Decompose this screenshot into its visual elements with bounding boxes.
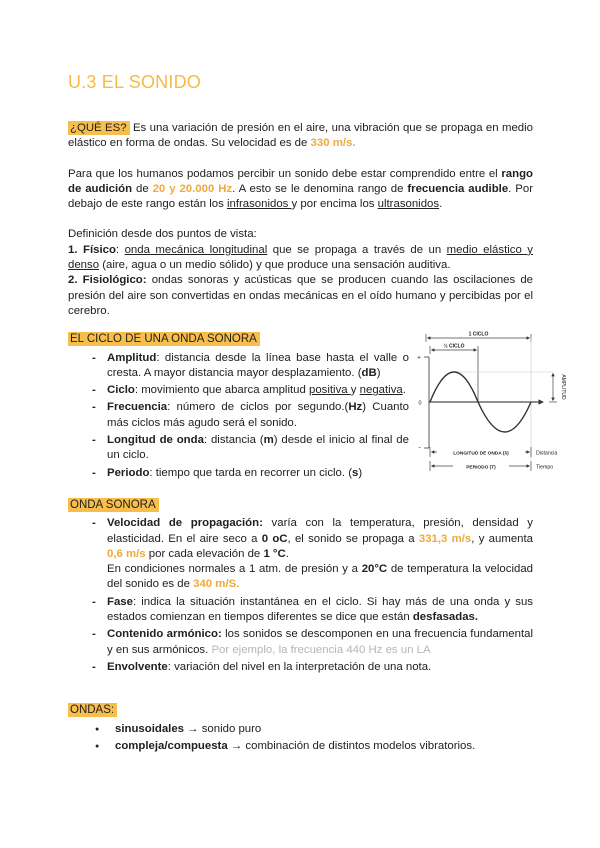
page-title: U.3 EL SONIDO bbox=[68, 72, 201, 92]
axis-minus-label: - bbox=[418, 444, 421, 452]
text-run: . Por debajo de este rango están los bbox=[68, 182, 533, 211]
text-run: Velocidad de propagación: bbox=[107, 517, 263, 530]
text-run: medio elástico y denso bbox=[68, 243, 533, 272]
bullet-marker: - bbox=[92, 517, 96, 530]
text-run: desfasadas. bbox=[412, 611, 479, 624]
section-heading bbox=[68, 498, 533, 513]
text-run: y bbox=[350, 384, 360, 397]
list-item bbox=[68, 351, 409, 382]
text-run: : bbox=[115, 243, 125, 256]
text-run: 331,3 m/s bbox=[418, 532, 472, 545]
text-run: Amplitud bbox=[107, 351, 157, 364]
paragraph bbox=[68, 167, 533, 213]
list-item bbox=[68, 400, 409, 431]
text-run: 0,6 m/s bbox=[107, 547, 146, 560]
text-run: En condiciones normales a 1 atm. de presión y a bbox=[107, 563, 362, 576]
one-cycle-label: 1 CICLO bbox=[468, 331, 489, 338]
list-item-text bbox=[107, 627, 533, 658]
amplitude-dimension bbox=[549, 374, 557, 403]
list-item-text bbox=[107, 660, 533, 675]
list-item bbox=[68, 466, 409, 481]
text-run: : movimiento que abarca amplitud bbox=[134, 384, 309, 397]
list-item-text bbox=[115, 722, 533, 737]
bullet-marker: - bbox=[92, 466, 96, 479]
half-cycle-label: ½ CICLO bbox=[443, 343, 465, 350]
text-run: y por encima los bbox=[291, 198, 378, 211]
text-run: : variación del nivel en la interpretación de una nota. bbox=[167, 660, 432, 673]
list-item-text bbox=[115, 739, 533, 754]
text-run: : distancia desde la línea base hasta el valle o cresta. A mayor distancia mayor desplazamiento. ( bbox=[107, 351, 409, 379]
text-run: onda mecánica longitudinal bbox=[124, 243, 268, 256]
amplitude-label: AMPLITUD bbox=[560, 374, 566, 400]
text-run: de temperatura la velocidad del sonido es de bbox=[107, 563, 533, 591]
bullet-marker: ● bbox=[95, 742, 100, 750]
text-run: → combinación de distintos modelos vibratorios. bbox=[227, 739, 476, 752]
waveform-diagram bbox=[415, 328, 575, 474]
bullet-marker: - bbox=[92, 595, 96, 608]
text-run: Definición desde dos puntos de vista: bbox=[68, 228, 257, 241]
bullet-marker: - bbox=[92, 384, 96, 397]
text-run: s bbox=[352, 466, 359, 479]
text-run: Periodo bbox=[107, 466, 150, 479]
paragraph bbox=[68, 243, 533, 274]
text-run: ) Cuanto más ciclos más agudo será el sonido. bbox=[107, 401, 409, 429]
text-run: ultrasonidos bbox=[377, 198, 440, 211]
highlighted-heading: EL CICLO DE UNA ONDA SONORA bbox=[68, 332, 260, 346]
text-run: Frecuencia bbox=[107, 401, 168, 414]
text-run: sinusoidales bbox=[115, 722, 185, 735]
text-run: Contenido armónico: bbox=[107, 628, 222, 641]
axis-plus-label: + bbox=[417, 354, 421, 362]
text-run: Por ejemplo, la frecuencia 440 Hz es un LA bbox=[208, 643, 431, 656]
text-run: ondas sonoras y acústicas que se producen cuando las oscilaciones de presión del aire son convertidas en ondas mecánicas en el oído humano y percibidas por el cerebro. bbox=[68, 274, 534, 317]
bullet-marker: - bbox=[92, 660, 96, 673]
text-run: . bbox=[285, 547, 289, 560]
text-run: Fase bbox=[107, 595, 133, 608]
list bbox=[68, 722, 533, 755]
distance-label: Distancia bbox=[536, 450, 558, 457]
list-item-text bbox=[107, 383, 409, 398]
text-run: Envolvente bbox=[107, 660, 168, 673]
text-run: Longitud de onda bbox=[107, 434, 204, 447]
text-run: 340 m/S. bbox=[193, 578, 240, 591]
list-item-text bbox=[107, 351, 409, 382]
waveform-svg bbox=[415, 328, 575, 474]
highlighted-text: ¿QUÉ ES? bbox=[68, 121, 130, 135]
text-run: 2. Fisiológico: bbox=[68, 274, 147, 287]
text-run: Para que los humanos podamos percibir un sonido debe estar comprendido entre el bbox=[68, 167, 502, 180]
text-run: 20 y 20.000 Hz bbox=[152, 182, 233, 195]
list-item bbox=[68, 433, 409, 464]
text-run: 1 °C bbox=[263, 547, 286, 560]
bullet-marker: - bbox=[92, 401, 96, 414]
text-run: . A esto se le denomina rango de bbox=[232, 182, 408, 195]
pressure-axis bbox=[424, 357, 429, 448]
list-item bbox=[68, 739, 533, 754]
text-run: : tiempo que tarda en recorrer un ciclo. ( bbox=[149, 466, 353, 479]
period-label: PERIODO (T) bbox=[466, 465, 496, 471]
text-run: negativa bbox=[359, 384, 403, 397]
paragraph bbox=[68, 227, 533, 242]
text-run: 1. Físico bbox=[68, 243, 116, 256]
text-run: los sonidos se descomponen en una frecuencia fundamental y en sus armónicos. bbox=[107, 628, 533, 656]
lower-sections bbox=[68, 496, 533, 754]
text-run: por cada elevación de bbox=[145, 547, 264, 560]
text-run: . bbox=[439, 198, 443, 211]
text-run: : número de ciclos por segundo.( bbox=[167, 401, 349, 414]
text-run: 330 m/s. bbox=[310, 137, 356, 150]
text-run: Es una variación de presión en el aire, una vibración que se propaga en medio elástico en forma de ondas. Su velocidad es de bbox=[68, 122, 533, 150]
time-label: Tiempo bbox=[536, 464, 554, 471]
list-item bbox=[68, 516, 533, 592]
text-run: positiva bbox=[308, 384, 351, 397]
text-run: compleja/compuesta bbox=[115, 739, 228, 752]
text-run: ) desde el inicio al final de un ciclo. bbox=[107, 434, 409, 462]
section-heading bbox=[68, 703, 533, 718]
text-run: 0 oC bbox=[261, 532, 288, 545]
list-item-text bbox=[107, 433, 409, 464]
list-item-text bbox=[107, 466, 409, 481]
bullet-marker: - bbox=[92, 351, 96, 364]
highlighted-heading: ONDA SONORA bbox=[68, 498, 159, 512]
list-item-text bbox=[107, 595, 533, 626]
bullet-marker: ● bbox=[95, 725, 100, 733]
text-run: frecuencia audible bbox=[407, 182, 509, 195]
text-run: (aire, agua o un medio sólido) y que produce una sensación auditiva. bbox=[99, 259, 451, 272]
list-item bbox=[68, 722, 533, 737]
list-item bbox=[68, 595, 533, 626]
bullet-marker: - bbox=[92, 628, 96, 641]
text-run: , y aumenta bbox=[471, 532, 533, 545]
text-run: rango de audición bbox=[68, 167, 533, 195]
text-run: 20°C bbox=[361, 563, 388, 576]
intro-section bbox=[68, 121, 533, 319]
text-run: de bbox=[132, 182, 153, 195]
text-run: : distancia ( bbox=[203, 434, 264, 447]
text-run: dB bbox=[361, 366, 377, 379]
text-run: que se propaga a través de un bbox=[267, 243, 447, 256]
paragraph bbox=[68, 273, 533, 319]
axis-zero-label: 0 bbox=[418, 400, 422, 407]
list-item-text bbox=[107, 400, 409, 431]
text-run: , el sonido se propaga a bbox=[287, 532, 419, 545]
paragraph bbox=[68, 121, 533, 152]
bullet-marker: - bbox=[92, 434, 96, 447]
text-run: Ciclo bbox=[107, 384, 135, 397]
text-run: m bbox=[263, 434, 274, 447]
text-run: ) bbox=[376, 366, 381, 379]
list bbox=[68, 516, 533, 675]
text-run: infrasonidos bbox=[226, 198, 292, 211]
cycle-section bbox=[68, 331, 566, 496]
text-run: : indica la situación instantánea en el ciclo. Si hay más de una onda y sus estados comienzan en tiempos diferentes se dice que están bbox=[107, 595, 533, 624]
text-run: varía con la temperatura, presión, densidad y elasticidad. En el aire seco a bbox=[107, 517, 533, 545]
list-item bbox=[68, 627, 533, 658]
text-run: Hz bbox=[348, 401, 363, 414]
wavelength-label: LONGITUD DE ONDA (λ) bbox=[453, 451, 509, 457]
text-run: → sonido puro bbox=[184, 722, 262, 735]
text-run: ) bbox=[358, 466, 363, 479]
list-item bbox=[68, 660, 533, 675]
list-item bbox=[68, 383, 409, 398]
highlighted-heading: ONDAS: bbox=[68, 703, 117, 717]
list-item-text bbox=[107, 516, 533, 592]
text-run: . bbox=[402, 384, 406, 397]
